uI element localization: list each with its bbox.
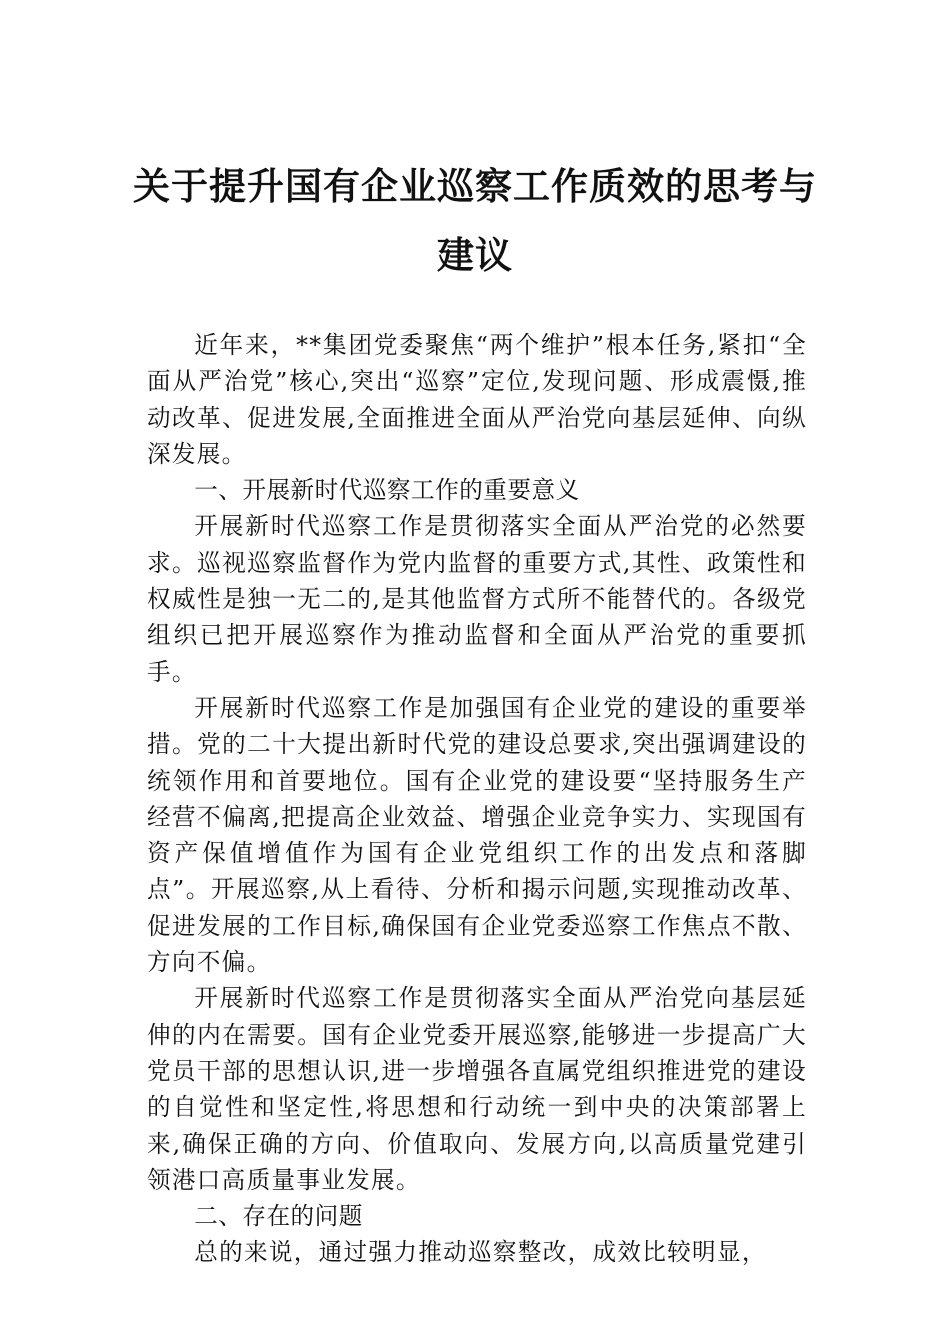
document-title-line-1: 关于提升国有企业巡察工作质效的思考与 bbox=[133, 164, 817, 208]
body-paragraph: 开展新时代巡察工作是贯彻落实全面从严治党的必然要求。巡视巡察监督作为党内监督的重要方式,其性、政策性和权威性是独一无二的,是其他监督方式所不能替代的。各级党组织已把开展巡察作为推动监督和全面从严治党的重要抓手。 bbox=[147, 512, 807, 686]
section-heading-1: 一、开展新时代巡察工作的重要意义 bbox=[194, 476, 580, 505]
body-paragraph: 开展新时代巡察工作是加强国有企业党的建设的重要举措。党的二十大提出新时代党的建设总要求,突出强调建设的统领作用和首要地位。国有企业党的建设要“坚持服务生产经营不偏离,把提高企业效益、增强企业竞争实力、实现国有资产保值增值作为国有企业党组织工作的出发点和落脚点”。开展巡察,从上看待、分析和揭示问题,实现推动改革、促进发展的工作目标,确保国有企业党委巡察工作焦点不散、方向不偏。 bbox=[147, 693, 807, 977]
body-paragraph: 开展新时代巡察工作是贯彻落实全面从严治党向基层延伸的内在需要。国有企业党委开展巡察,能够进一步提高广大党员干部的思想认识,进一步增强各直属党组织推进党的建设的自觉性和坚定性,将思想和行动统一到中央的决策部署上来,确保正确的方向、价值取向、发展方向,以高质量党建引领港口高质量事业发展。 bbox=[147, 984, 807, 1194]
section-heading-2: 二、存在的问题 bbox=[194, 1202, 363, 1231]
intro-paragraph: 近年来，**集团党委聚焦“两个维护”根本任务,紧扣“全面从严治党”核心,突出“巡察”定位,发现问题、形成震慑,推动改革、促进发展,全面推进全面从严治党向基层延伸、向纵深发展。 bbox=[147, 331, 807, 468]
document-title-line-2: 建议 bbox=[437, 233, 513, 277]
document-body bbox=[147, 327, 807, 1271]
body-paragraph: 总的来说，通过强力推动巡察整改，成效比较明显， bbox=[194, 1238, 767, 1267]
